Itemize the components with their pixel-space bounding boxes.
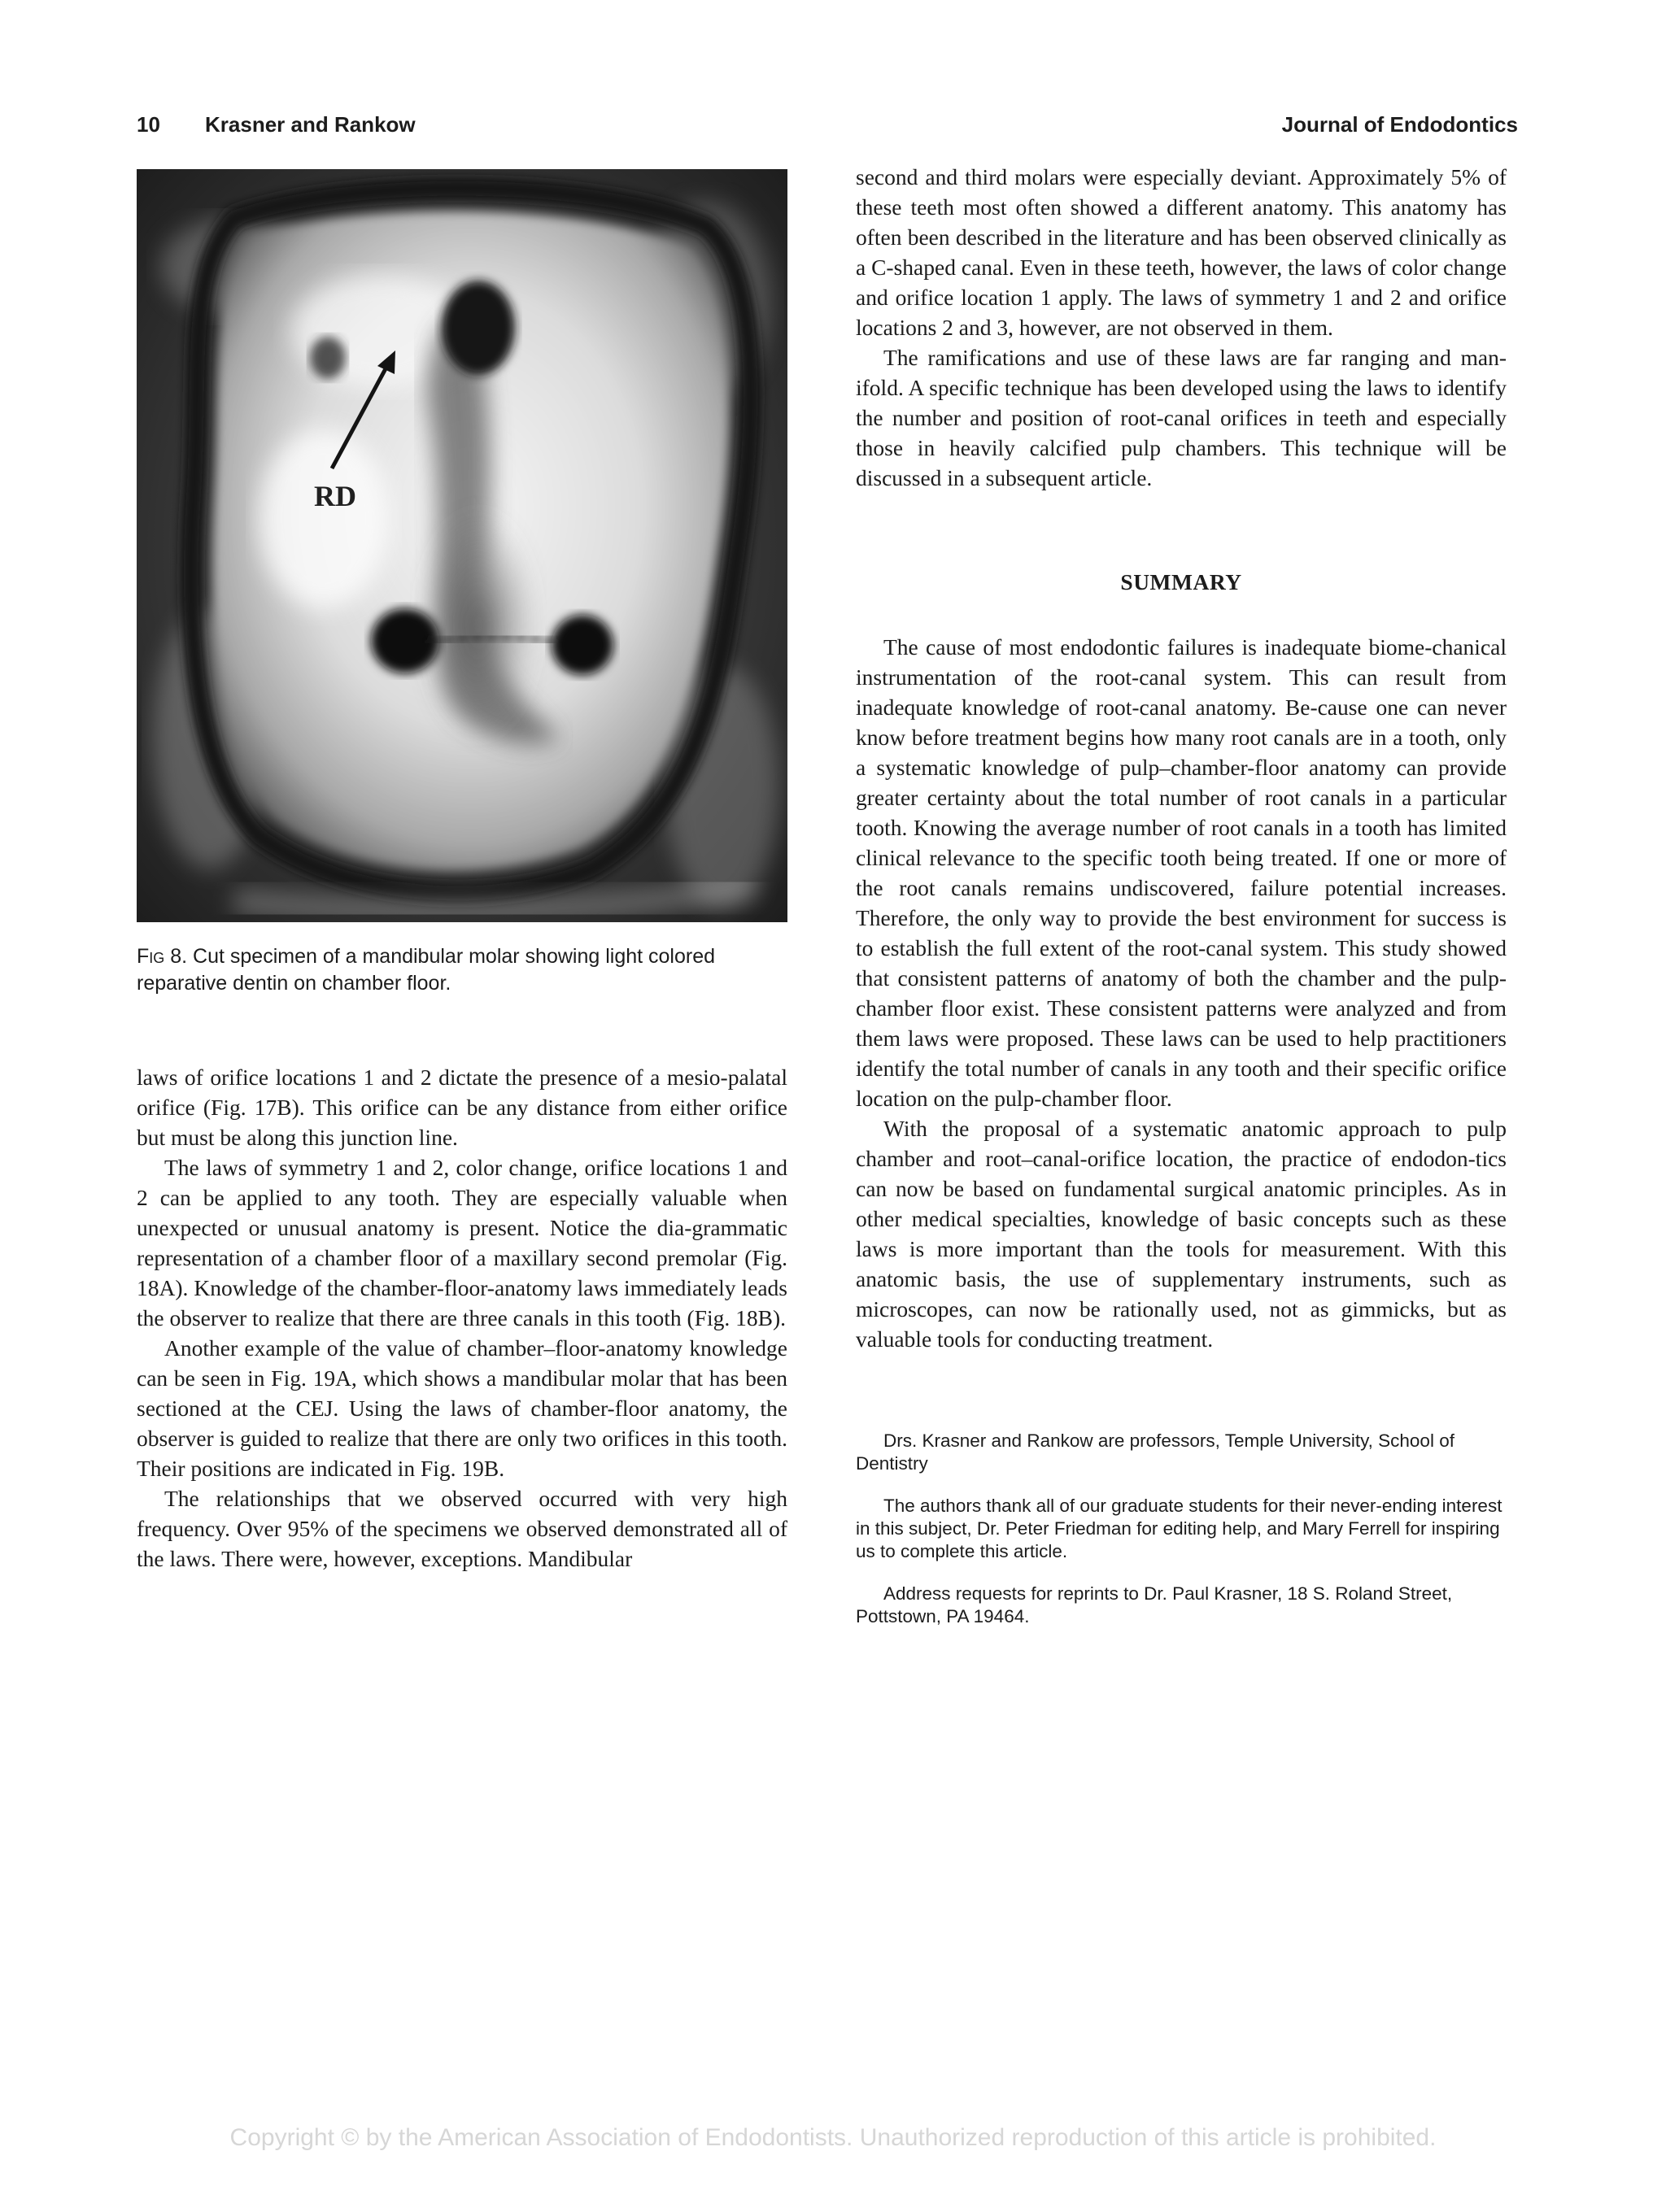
author-affiliation-note: [856, 1430, 1518, 1475]
annotation-rd-label: RD: [314, 480, 356, 512]
copyright-watermark: Copyright © by the American Association of Endodontists. Unauthorized reproduction of this article is prohibited.: [229, 2124, 1437, 2151]
figure-caption: [137, 943, 800, 997]
figure-8-photo: [137, 169, 787, 922]
running-head-journal: Journal of Endodontics: [1281, 112, 1518, 137]
page-number: 10: [137, 112, 160, 137]
acknowledgment-note: [856, 1495, 1518, 1563]
body-paragraph: second and third molars were especially deviant. Approximately 5% of these teeth most often showed a different anatomy. This anatomy has often been described in the literature and has been observed clinically as a C-shaped canal. Even in these teeth, however, the laws of color change and orifice location 1 apply. The laws of symmetry 1 and 2 and orifice locations 2 and 3, however, are not observed in them.: [856, 164, 1507, 340]
right-column-text: [856, 162, 1507, 493]
figure-caption-text: Cut specimen of a mandibular molar showing light colored reparative dentin on chamber floor.: [137, 945, 716, 995]
affiliation-text: Drs. Krasner and Rankow are professors, Temple University, School of Dentistry: [856, 1430, 1454, 1474]
reprint-text: Address requests for reprints to Dr. Paul Krasner, 18 S. Roland Street, Pottstown, PA 19464.: [856, 1583, 1453, 1626]
left-column-text: [137, 1062, 787, 1574]
summary-text: [856, 632, 1507, 1354]
body-paragraph: The ramifications and use of these laws are far ranging and man-ifold. A specific technique has been developed using the laws to identify the number and position of root-canal orifices in teeth and especially those in heavily calcified pulp chambers. This technique will be discussed in a subsequent article.: [856, 345, 1507, 490]
summary-paragraph: With the proposal of a systematic anatomic approach to pulp chamber and root–canal-orifice location, the practice of endodon-tics can now be based on fundamental surgical anatomic principles. As in other medical specialties, knowledge of basic concepts such as these laws is more important than the tools for measurement. With this anatomic basis, the use of supplementary instruments, such as microscopes, can now be rationally used, not as gimmicks, but as valuable tools for conducting treatment.: [856, 1116, 1507, 1352]
reprint-request-note: [856, 1583, 1518, 1628]
summary-heading: SUMMARY: [1120, 569, 1242, 594]
figure-caption-label: Fig 8.: [137, 945, 188, 968]
running-head-authors: Krasner and Rankow: [205, 112, 416, 137]
body-paragraph: laws of orifice locations 1 and 2 dictate the presence of a mesio-palatal orifice (Fig. 17B). This orifice can be any distance from either orifice but must be along this junction line.: [137, 1065, 787, 1150]
body-paragraph: The relationships that we observed occurred with very high frequency. Over 95% of the specimens we observed demonstrated all of the laws. There were, however, exceptions. Mandibular: [137, 1486, 787, 1571]
body-paragraph: Another example of the value of chamber–floor-anatomy knowledge can be seen in Fig. 19A, which shows a mandibular molar that has been sectioned at the CEJ. Using the laws of chamber-floor anatomy, the observer is guided to realize that there are only two orifices in this tooth. Their positions are indicated in Fig. 19B.: [137, 1335, 787, 1481]
tooth-specimen-image: [137, 169, 787, 922]
acknowledgment-text: The authors thank all of our graduate students for their never-ending interest in this subject, Dr. Peter Friedman for editing help, and Mary Ferrell for inspiring us to complete this article.: [856, 1496, 1502, 1561]
running-head: [137, 112, 1518, 142]
body-paragraph: The laws of symmetry 1 and 2, color change, orifice locations 1 and 2 can be applied to any tooth. They are especially valuable when unexpected or unusual anatomy is present. Notice the dia-grammatic representation of a chamber floor of a maxillary second premolar (Fig. 18A). Knowledge of the chamber-floor-anatomy laws immediately leads the observer to realize that there are three canals in this tooth (Fig. 18B).: [137, 1155, 787, 1330]
summary-paragraph: The cause of most endodontic failures is inadequate biome-chanical instrumentation of the root-canal system. This can result from inadequate knowledge of root-canal anatomy. Be-cause one can never know before treatment begins how many root canals are in a tooth, only a systematic knowledge of pulp–chamber-floor anatomy can provide greater certainty about the total number of root canals in a particular tooth. Knowing the average number of root canals in a tooth has limited clinical relevance to the specific tooth being treated. If one or more of the root canals remains undiscovered, failure potential increases. Therefore, the only way to provide the best environment for success is to establish the full extent of the root-canal system. This study showed that consistent patterns of anatomy of both the chamber and the pulp-chamber floor exist. These consistent patterns were analyzed and from them laws were proposed. These laws can be used to help practitioners identify the total number of canals in any tooth and their specific orifice location on the pulp-chamber floor.: [856, 634, 1507, 1111]
